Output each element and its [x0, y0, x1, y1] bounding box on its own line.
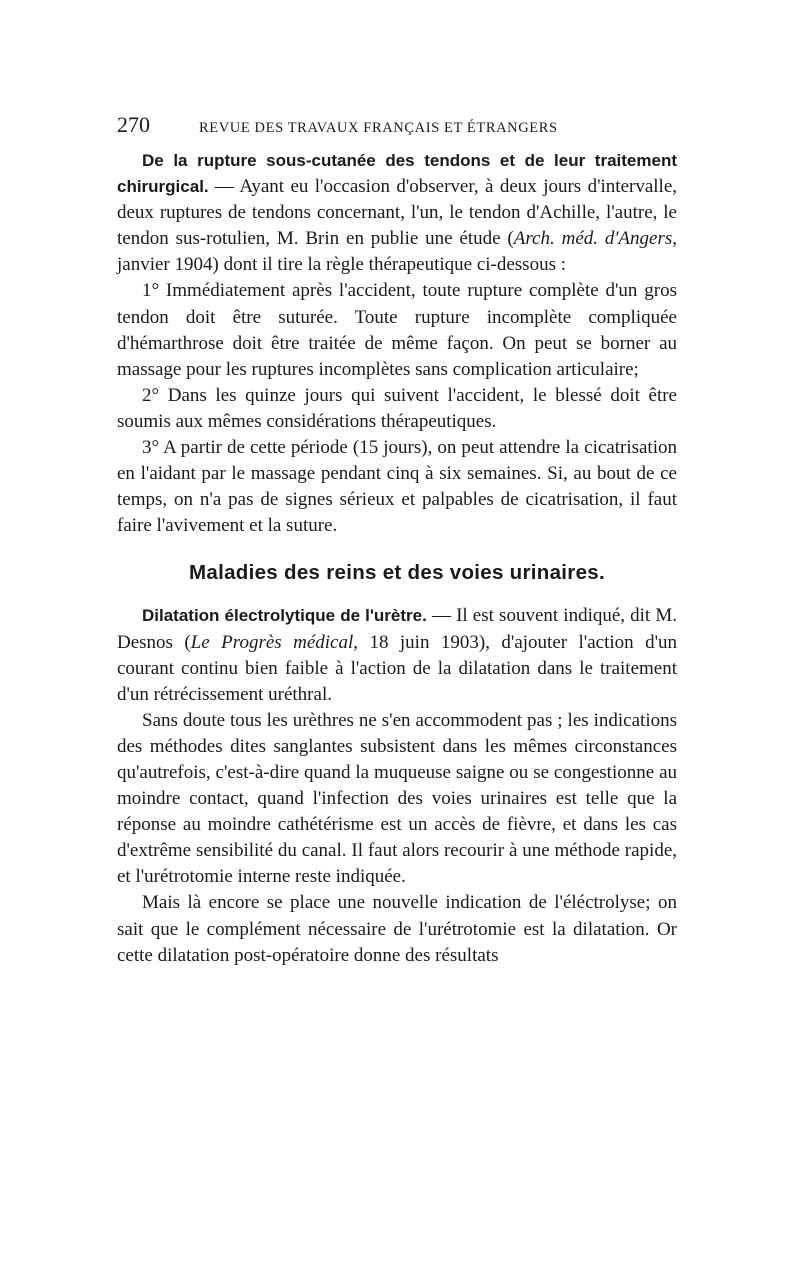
article2-p1-b: , 18 juin 1903), d'ajouter l'action d'un courant continu bien faible à l'action de la dilatation dans le traitement d'un rétrécissement uréthral. [117, 631, 677, 705]
article2-p1-a: — Il est souvent indiqué, dit M. Desnos ( [117, 605, 677, 653]
article1-intro-a: — Ayant eu l'occasion d'observer, à deux jours d'intervalle, deux ruptures de tendons concernant, l'un, le tendon d'Achille, l'autre, le tendon sus-rotulien, M. Brin en publie une étude ( [117, 176, 677, 250]
book-page [117, 112, 677, 969]
page-number: 270 [117, 112, 150, 137]
article1-rule-1: 1° Immédiatement après l'accident, toute rupture complète d'un gros tendon doit être suturée. Toute rupture incomplète compliquée d'hémarthrose doit être traitée de même façon. On peut se borner au massage pour les ruptures incomplètes sans complication articulaire; [117, 280, 677, 380]
section-heading: Maladies des reins et des voies urinaires. [189, 561, 605, 585]
article1-rule-2: 2° Dans les quinze jours qui suivent l'accident, le blessé doit être soumis aux mêmes considérations thérapeutiques. [117, 384, 677, 432]
article1-title: De la rupture sous-cutanée des tendons et de leur traitement chirurgical. [117, 151, 677, 197]
article2-paragraph-2: Sans doute tous les urèthres ne s'en accommodent pas ; les indications des méthodes dites sanglantes subsistent dans les mêmes circonstances qu'autrefois, c'est-à-dire quand la muqueuse saigne ou se congestionne au moindre contact, quand l'infection des voies urinaires est telle que la réponse au moindre cathétérisme est un accès de fièvre, et dans les cas d'extrême sensibilité du canal. Il faut alors recourir à une méthode rapide, et l'urétrotomie interne reste indiquée. [117, 709, 677, 888]
running-title: REVUE DES TRAVAUX FRANÇAIS ET ÉTRANGERS [199, 120, 558, 136]
article2-paragraph-1 [117, 603, 677, 707]
article1-intro-paragraph [117, 148, 677, 278]
article2-citation: Le Progrès médical [190, 631, 354, 653]
article2-paragraph-3: Mais là encore se place une nouvelle indication de l'éléctrolyse; on sait que le complément nécessaire de l'urétrotomie est la dilatation. Or cette dilatation post-opératoire donne des résultats [117, 892, 677, 966]
article2-title: Dilatation électrolytique de l'urètre. [142, 606, 427, 626]
article1-citation: Arch. méd. d'Angers [513, 228, 673, 250]
running-head [117, 112, 677, 144]
article1-rule-3: 3° A partir de cette période (15 jours), on peut attendre la cicatrisation en l'aidant par le massage pendant cinq à six semaines. Si, au bout de ce temps, on n'a pas de signes sérieux et palpables de cicatrisation, il faut faire l'avivement et la suture. [117, 437, 677, 537]
article1-intro-b: , janvier 1904) dont il tire la règle thérapeutique ci-dessous : [117, 228, 677, 276]
